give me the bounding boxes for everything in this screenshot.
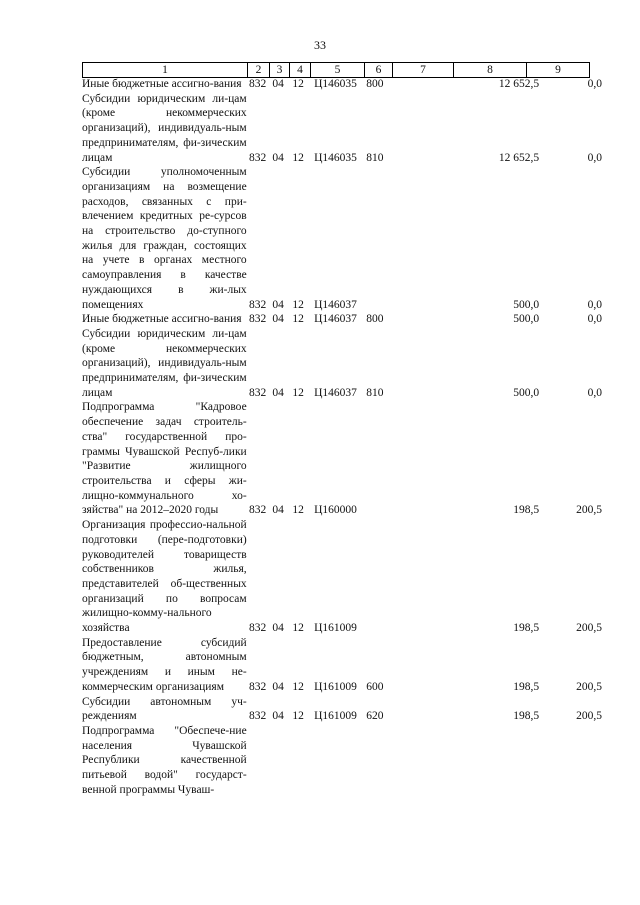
table-row [82,77,602,92]
row-target-code: Ц146037 [314,386,357,399]
row-target-code: Ц161009 [314,710,357,723]
row-amount-1: 500,0 [513,298,540,311]
row-name: Иные бюджетные ассигно-вания [82,313,242,326]
row-ministry-code: 832 [249,504,267,517]
row-subsection-code: 12 [292,680,304,693]
row-ministry-code: 832 [249,151,267,164]
row-target-code: Ц146035 [314,78,357,90]
row-subsection-code: 12 [292,313,304,326]
row-name: Иные бюджетные ассигно-вания [82,78,242,90]
header-col-4: 4 [290,63,311,77]
row-section-code: 04 [272,710,284,723]
row-name: Субсидии автономным уч-реждениям [82,695,247,723]
table-row [82,695,602,724]
row-section-code: 04 [272,298,284,311]
row-target-code: Ц161009 [314,680,357,693]
row-subsection-code: 12 [292,298,304,311]
row-subsection-code: 12 [292,622,304,635]
row-target-code: Ц146037 [314,298,357,311]
header-col-8: 8 [454,63,527,77]
row-amount-2: 200,5 [576,710,602,723]
row-amount-1: 198,5 [513,680,540,693]
row-amount-1: 198,5 [513,622,540,635]
table-header [82,62,590,78]
row-ministry-code: 832 [249,680,267,693]
row-amount-1: 12 652,5 [498,151,540,164]
row-section-code: 04 [272,151,284,164]
row-section-code: 04 [272,386,284,399]
row-name: Субсидии юридическим ли-цам (кроме некоммерческих организаций), индивидуаль-ным предпринимателям, фи-зическим лицам [82,327,247,399]
table-row [82,92,602,166]
row-amount-1: 12 652,5 [498,78,540,90]
row-amount-2: 200,5 [576,680,602,693]
row-ministry-code: 832 [249,298,267,311]
header-col-3: 3 [270,63,290,77]
header-col-9: 9 [555,64,561,76]
row-amount-2: 200,5 [576,504,602,517]
table-row [82,636,602,695]
row-ministry-code: 832 [249,313,267,326]
row-amount-2: 0,0 [587,386,602,399]
header-col-6: 6 [365,63,393,77]
row-ministry-code: 832 [249,78,267,90]
row-section-code: 04 [272,504,284,517]
row-section-code: 04 [272,313,284,326]
table-row [82,327,602,401]
row-ministry-code: 832 [249,622,267,635]
row-amount-2: 0,0 [587,313,602,326]
table-row [82,724,602,798]
header-col-2: 2 [248,63,270,77]
header-col-7: 7 [393,63,454,77]
row-amount-1: 500,0 [513,386,540,399]
row-amount-1: 198,5 [513,710,540,723]
row-amount-1: 198,5 [513,504,540,517]
row-section-code: 04 [272,680,284,693]
row-expense-type: 800 [366,313,384,326]
row-section-code: 04 [272,78,284,90]
table-row [82,400,602,518]
row-expense-type: 620 [366,710,384,723]
row-amount-2: 0,0 [587,78,602,90]
row-subsection-code: 12 [292,78,304,90]
table-row [82,312,602,327]
row-amount-2: 0,0 [587,151,602,164]
row-subsection-code: 12 [292,151,304,164]
row-subsection-code: 12 [292,504,304,517]
row-expense-type: 810 [366,151,384,164]
row-target-code: Ц146035 [314,151,357,164]
row-expense-type: 810 [366,386,384,399]
budget-table-body [82,77,602,797]
row-expense-type: 600 [366,680,384,693]
row-amount-2: 200,5 [576,622,602,635]
row-name: Подпрограмма "Кадровое обеспечение задач строитель-ства" государственной про-граммы Чувашской Респуб-лики "Развитие жилищного строительства и сферы жи-лищно-коммунального хо-зяйства" на 2012–2020 годы [82,401,247,517]
row-ministry-code: 832 [249,710,267,723]
row-target-code: Ц160000 [314,504,357,517]
header-col-1: 1 [83,63,248,77]
row-name: Предоставление субсидий бюджетным, автономным учреждениям и иным не-коммерческим организациям [82,636,247,693]
row-amount-2: 0,0 [587,298,602,311]
row-ministry-code: 832 [249,386,267,399]
page-number: 33 [314,38,326,52]
header-col-5: 5 [311,63,365,77]
row-name: Организация профессио-нальной подготовки (пере-подготовки) руководителей товариществ собственников жилья, представителей об-щественных организаций по вопросам жилищно-комму-нального хозяйства [82,519,247,635]
row-name: Субсидии юридическим ли-цам (кроме некоммерческих организаций), индивидуаль-ным предпринимателям, фи-зическим лицам [82,92,247,164]
row-subsection-code: 12 [292,386,304,399]
row-target-code: Ц161009 [314,622,357,635]
row-expense-type: 800 [366,78,384,90]
row-subsection-code: 12 [292,710,304,723]
row-amount-1: 500,0 [513,313,540,326]
row-section-code: 04 [272,622,284,635]
table-row [82,165,602,312]
row-target-code: Ц146037 [314,313,357,326]
row-name: Субсидии уполномоченным организациям на возмещение расходов, связанных с при-влечением кредитных ре-сурсов на строительство до-ступного жилья для граждан, состоящих на учете в органах местного самоуправления в качестве нуждающихся в жи-лых помещениях [82,166,247,311]
row-name: Подпрограмма "Обеспече-ние населения Чувашской Республики качественной питьевой водой" государст-венной программы Чуваш- [82,724,247,796]
table-row [82,518,602,636]
